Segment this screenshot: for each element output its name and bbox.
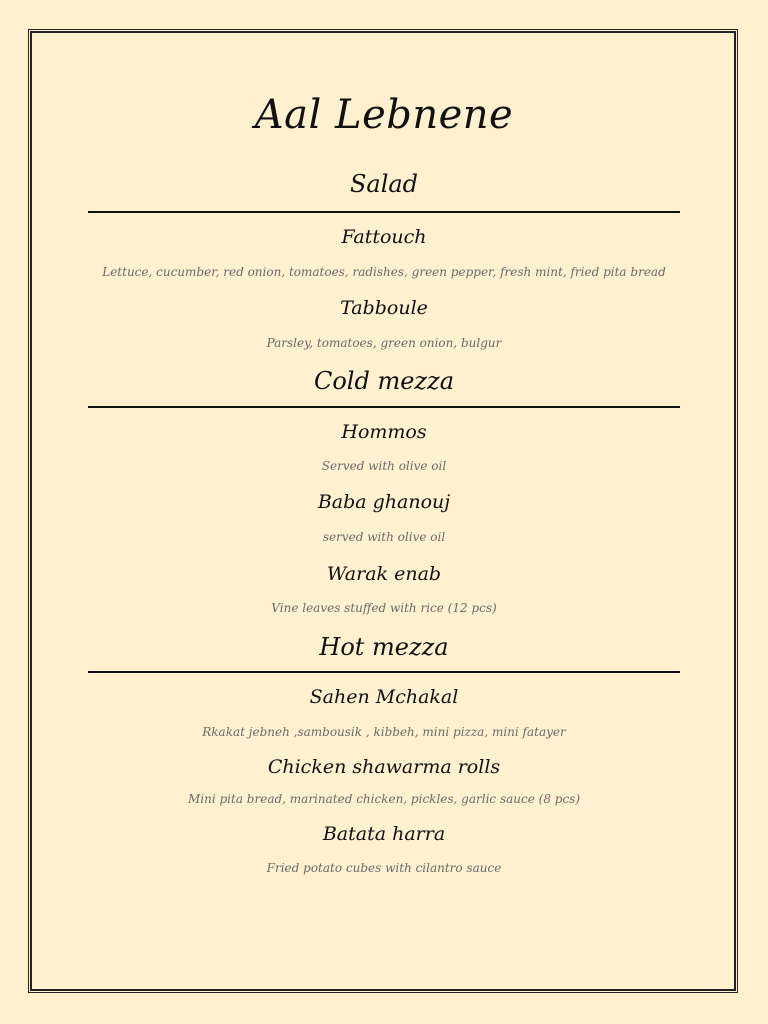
menu-title: Aal Lebnene (254, 92, 514, 138)
menu-item-name: Tabboule (340, 297, 428, 319)
menu-item-name: Baba ghanouj (317, 491, 451, 513)
menu-item-description: Lettuce, cucumber, red onion, tomatoes, radishes, green pepper, fresh mint, fried pita bread (102, 265, 666, 279)
menu-item-name: Sahen Mchakal (309, 686, 459, 708)
menu-item-description: Mini pita bread, marinated chicken, pickles, garlic sauce (8 pcs) (187, 792, 581, 806)
menu-item-name: Batata harra (322, 823, 446, 845)
menu-item-name: Warak enab (326, 563, 442, 585)
section-divider (88, 406, 680, 408)
menu-item-name: Fattouch (341, 226, 427, 248)
menu-item-description: Parsley, tomatoes, green onion, bulgur (266, 336, 502, 350)
menu-item-name: Hommos (341, 421, 427, 443)
section-title-hot-mezza: Hot mezza (319, 633, 449, 661)
menu-item-description: Vine leaves stuffed with rice (12 pcs) (271, 601, 497, 615)
section-title-salad: Salad (349, 170, 419, 198)
section-divider (88, 211, 680, 213)
section-divider (88, 671, 680, 673)
menu-item-description: Served with olive oil (321, 459, 447, 473)
menu-item-description: Fried potato cubes with cilantro sauce (266, 861, 502, 875)
menu-item-description: Rkakat jebneh ,sambousik , kibbeh, mini pizza, mini fatayer (202, 725, 566, 739)
section-title-cold-mezza: Cold mezza (313, 367, 455, 395)
menu-item-description: served with olive oil (322, 530, 446, 544)
menu-item-name: Chicken shawarma rolls (267, 756, 501, 778)
